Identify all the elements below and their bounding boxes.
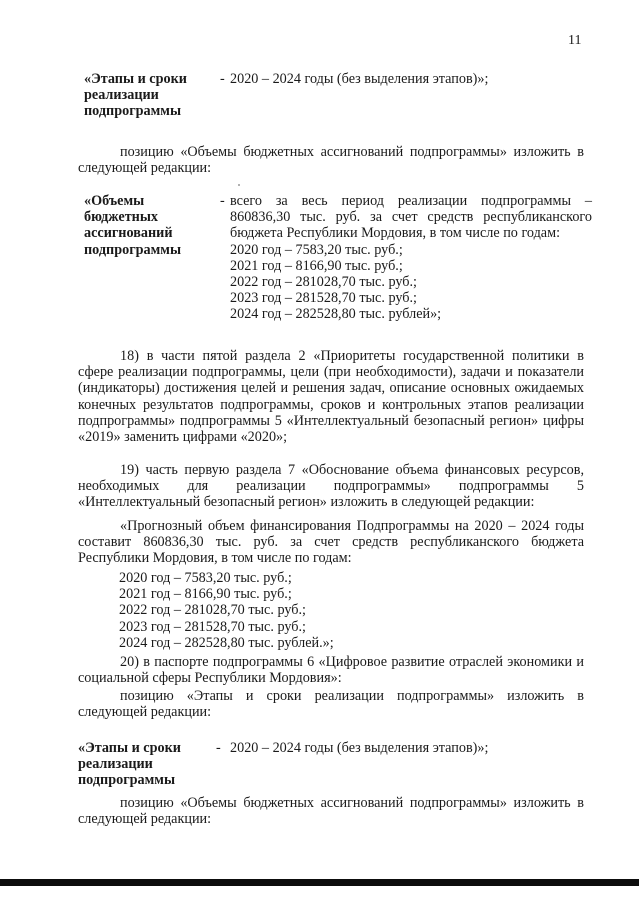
definition-term: «Этапы и сроки реализации подпрограммы (84, 71, 187, 120)
definition-term: «Этапы и сроки реализации подпрограммы (78, 740, 181, 789)
paragraph-18: 18) в части пятой раздела 2 «Приоритеты государственной политики в сфере реализации подпрограммы, цели (при необходимости), задачи и показатели (индикаторы) достижения целей и решения задач, описание основных ожидаемых конечных результатов подпрограммы, сроков и контрольных этапов реализации подпрограммы» подпрограммы 5 «Интеллектуальный безопасный регион» цифры «2019» заменить цифрами «2020»; (78, 348, 584, 446)
list-item: 2020 год – 7583,20 тыс. руб.; (119, 570, 292, 586)
scan-edge-bar (0, 879, 639, 886)
budget-year: 2024 год – 282528,80 тыс. рублей»; (230, 306, 442, 323)
years-list (119, 570, 334, 651)
budget-year: 2021 год – 8166,90 тыс. руб.; (230, 257, 403, 274)
definition-value: 2020 – 2024 годы (без выделения этапов)»; (230, 71, 489, 87)
list-item: 2023 год – 281528,70 тыс. руб.; (119, 618, 306, 635)
definition-term: «Объемы бюджетных ассигнований подпрограммы (84, 193, 182, 258)
budget-year: 2022 год – 281028,70 тыс. руб.; (230, 274, 417, 291)
list-item: 2022 год – 281028,70 тыс. руб.; (119, 602, 306, 619)
definition-value (230, 193, 592, 323)
budget-year: 2020 год – 7583,20 тыс. руб.; (230, 241, 403, 258)
list-item: 2024 год – 282528,80 тыс. рублей.»; (119, 634, 334, 651)
definition-dash: - (220, 193, 225, 209)
budget-year: 2023 год – 281528,70 тыс. руб.; (230, 290, 417, 307)
scan-speck (238, 184, 240, 186)
definition-dash: - (220, 71, 225, 87)
paragraph-20-sub: позицию «Этапы и сроки реализации подпрограммы» изложить в следующей редакции: (78, 688, 584, 721)
definition-value: 2020 – 2024 годы (без выделения этапов)»; (230, 740, 489, 756)
paragraph-volumes-intro: позицию «Объемы бюджетных ассигнований подпрограммы» изложить в следующей редакции: (78, 144, 584, 177)
list-item: 2021 год – 8166,90 тыс. руб.; (119, 586, 292, 603)
paragraph-volumes-last: позицию «Объемы бюджетных ассигнований подпрограммы» изложить в следующей редакции: (78, 795, 584, 828)
definition-dash: - (216, 740, 221, 756)
paragraph-forecast: «Прогнозный объем финансирования Подпрограммы на 2020 – 2024 годы составит 860836,30 тыс. руб. за счет средств республиканского бюджета Республики Мордовия, в том числе по годам: (78, 518, 584, 567)
page-number: 11 (568, 33, 582, 48)
paragraph-19: 19) часть первую раздела 7 «Обоснование объема финансовых ресурсов, необходимых для реализации подпрограммы» подпрограммы 5 «Интеллектуальный безопасный регион» изложить в следующей редакции: (78, 462, 584, 511)
paragraph-20: 20) в паспорте подпрограммы 6 «Цифровое развитие отраслей экономики и социальной сферы Республики Мордовия»: (78, 654, 584, 687)
budget-total: всего за весь период реализации подпрограммы – 860836,30 тыс. руб. за счет средств республиканского бюджета Республики Мордовия, в том числе по годам: (230, 193, 592, 242)
